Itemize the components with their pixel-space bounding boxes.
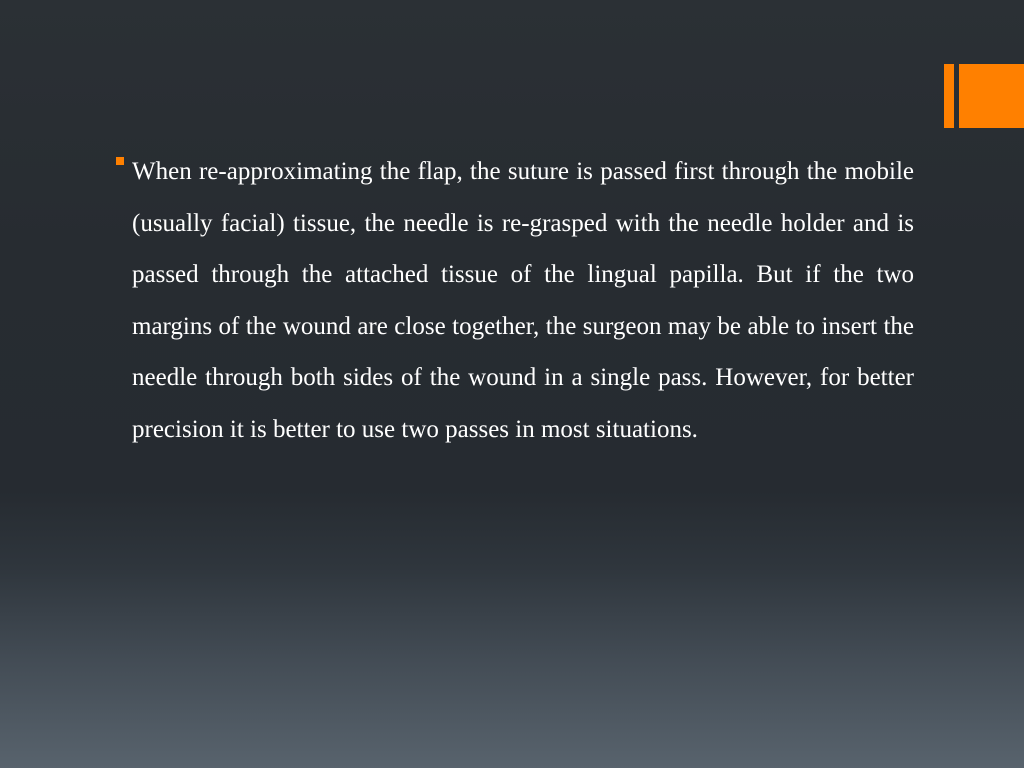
bullet-item	[114, 146, 914, 455]
accent-bar-thin	[944, 64, 954, 128]
slide-body	[114, 146, 914, 455]
bullet-text: When re-approximating the flap, the suture is passed first through the mobile (usually facial) tissue, the needle is re-grasped with the needle holder and is passed through the attached tissue of the lingual papilla. But if the two margins of the wound are close together, the surgeon may be able to insert the needle through both sides of the wound in a single pass. However, for better precision it is better to use two passes in most situations.	[132, 158, 914, 443]
square-bullet-icon	[116, 157, 124, 165]
accent-bar-block	[959, 64, 1024, 128]
